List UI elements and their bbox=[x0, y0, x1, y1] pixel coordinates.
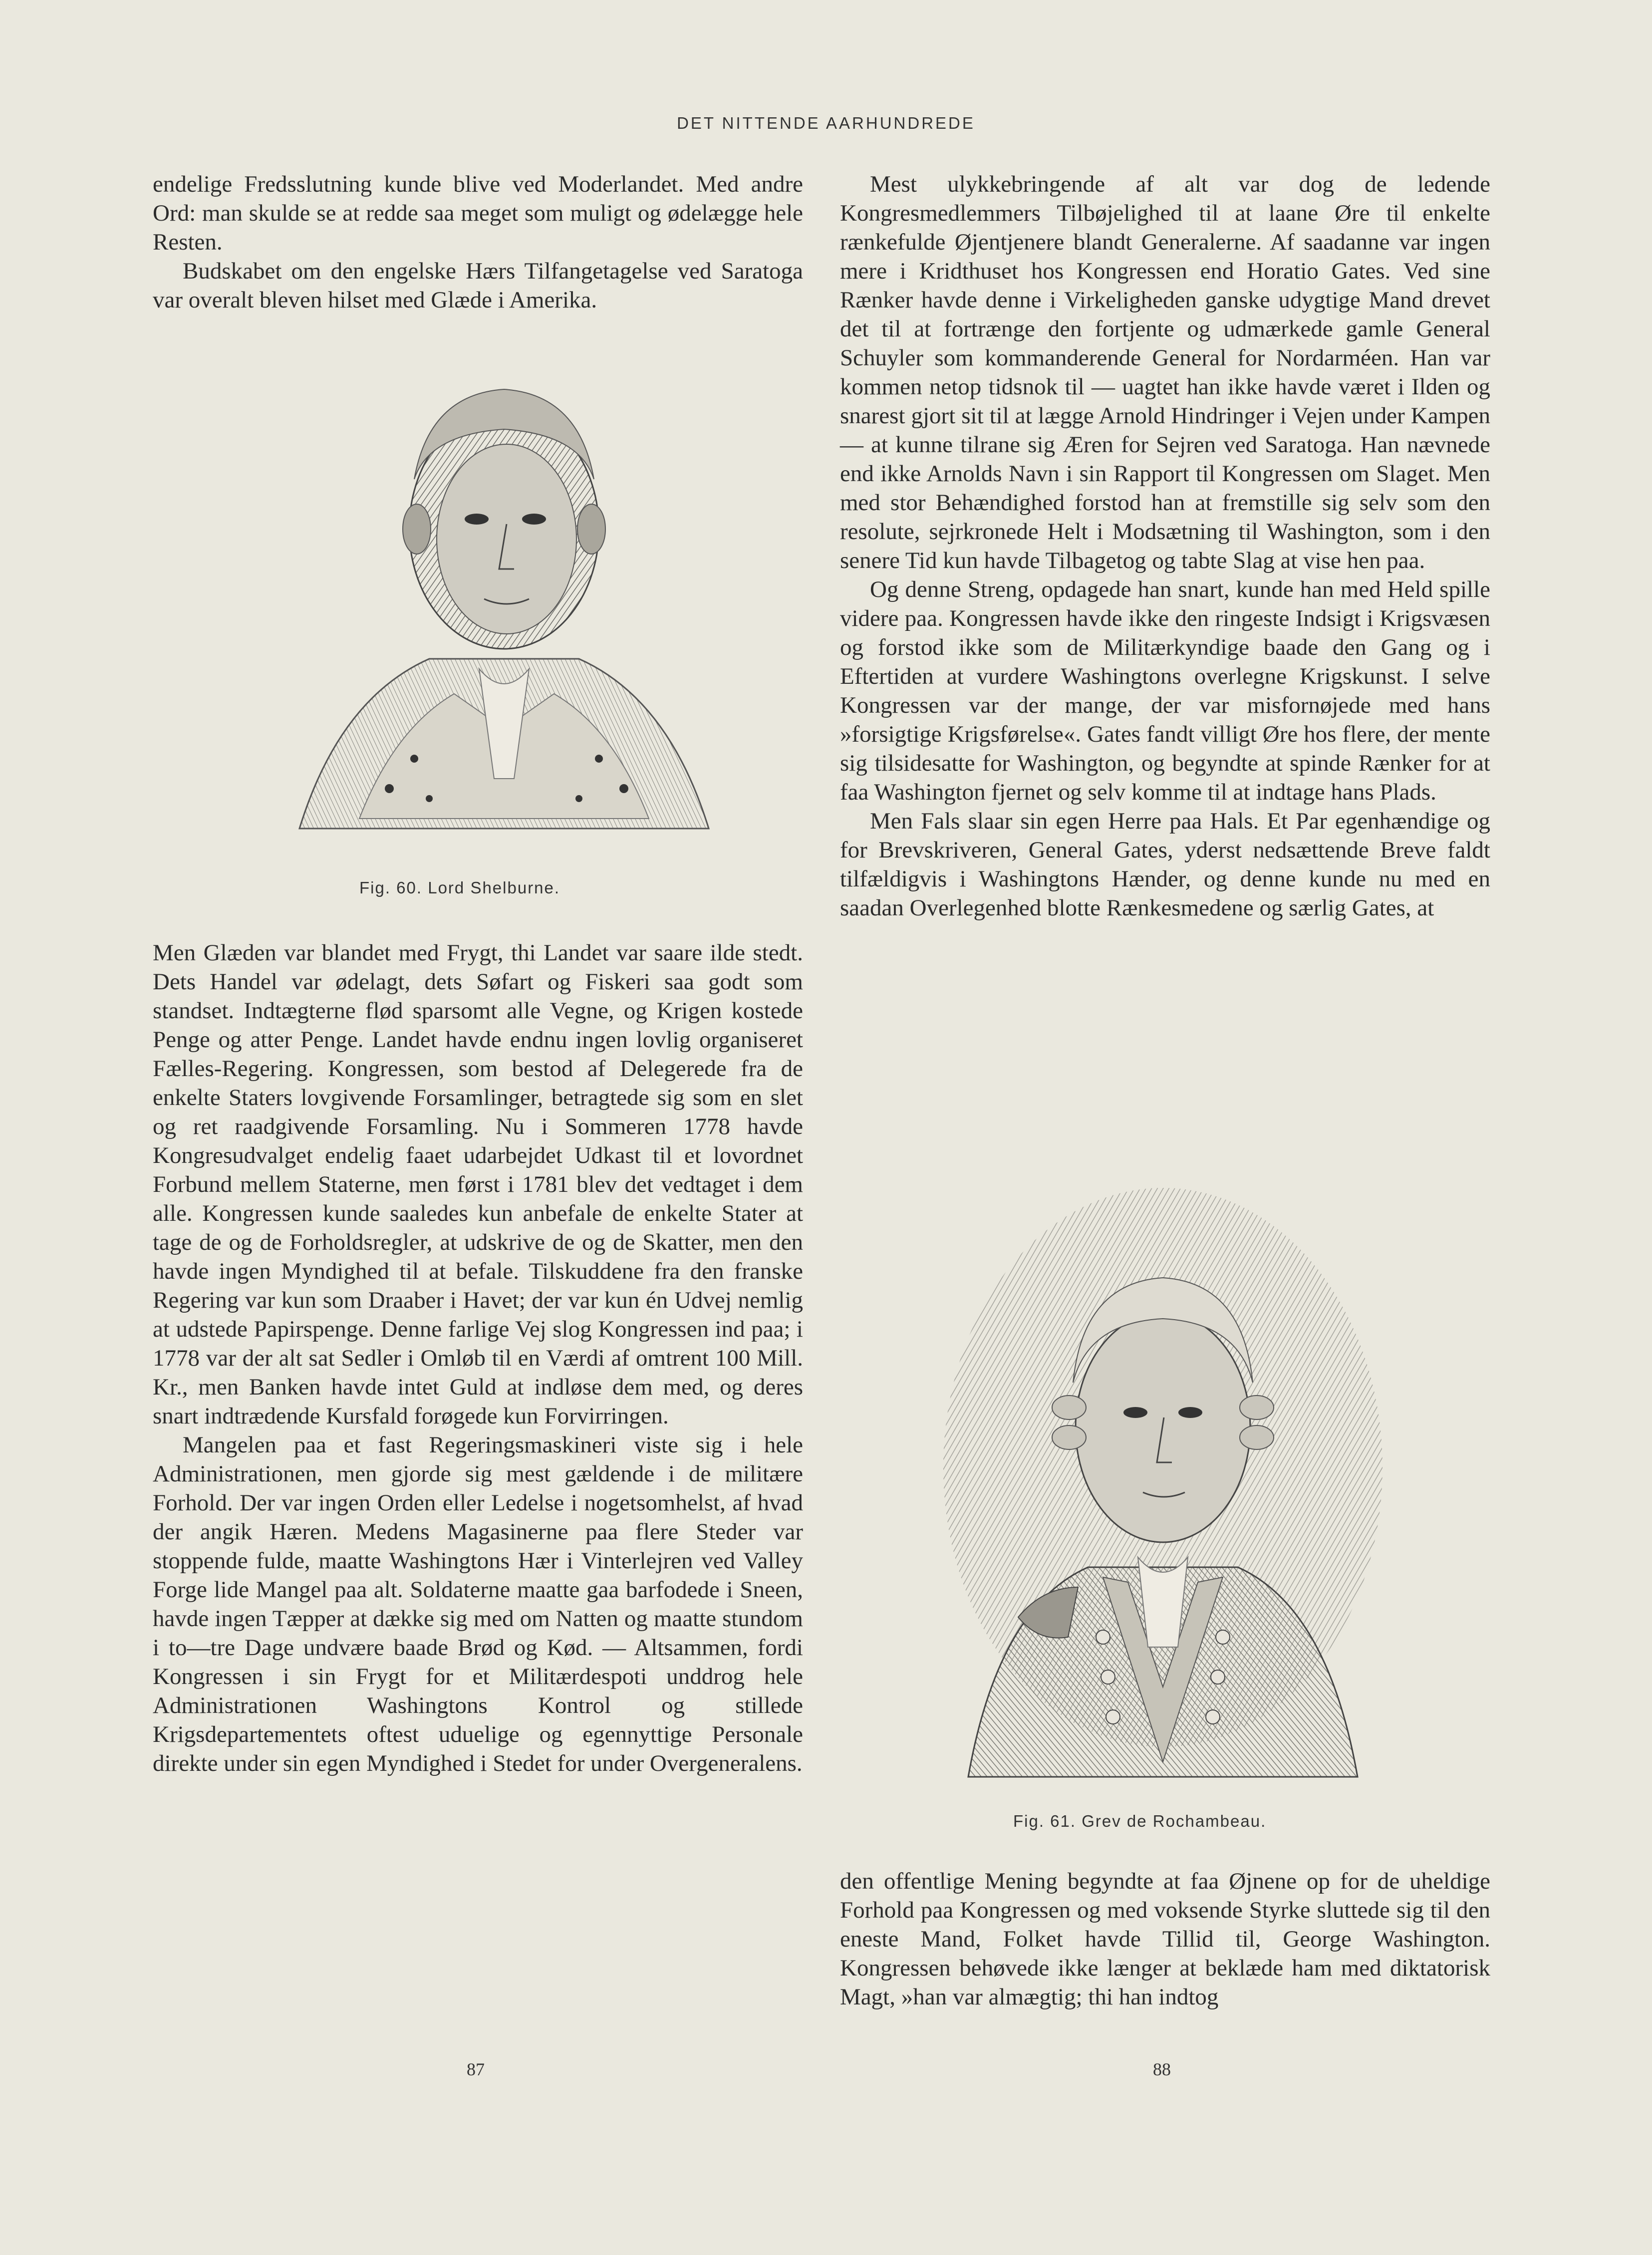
portrait-engraving-icon bbox=[279, 349, 729, 853]
paragraph: Men Glæden var blandet med Frygt, thi Landet var saare ilde stedt. Dets Handel var ødelagt, dets Søfart og Fiskeri saa godt som standset. Indtægterne flød sparsomt alle Vegne, og Krigen kostede Penge og atter Penge. Landet havde endnu ingen lovlig organiseret Fælles-Regering. Kongressen, som bestod af Delegerede fra de enkelte Staters lovgivende Forsamlinger, betragtede sig som en slet og ret raadgivende Forsamling. Nu i Sommeren 1778 havde Kongresudvalget endelig faaet udarbejdet Udkast til et lovordnet Forbund mellem Staterne, men først i 1781 blev det vedtaget i dem alle. Kongressen kunde saaledes kun anbefale de enkelte Stater at tage de og de Forholdsregler, at udskrive de og de Skatter, men den havde ingen Myndighed til at befale. Tilskuddene fra den franske Regering var kun som Draaber i Havet; der var kun én Udvej nemlig at udstede Papirspenge. Denne farlige Vej slog Kongressen ind paa; i 1778 var der alt sat Sedler i Omløb til en Værdi af omtrent 100 Mill. Kr., men Banken havde intet Guld at indløse dem med, og deres snart indtrædende Kursfald forøgede kun Forvirringen. bbox=[153, 940, 803, 1429]
running-header: DET NITTENDE AARHUNDREDE bbox=[677, 114, 975, 132]
left-column-top bbox=[153, 170, 803, 314]
figure-60-caption: Fig. 60. Lord Shelburne. bbox=[359, 878, 560, 897]
figure-60-lord-shelburne bbox=[279, 349, 729, 853]
portrait-engraving-icon bbox=[938, 1188, 1387, 1797]
paragraph: den offentlige Mening begyndte at faa Øjnene op for de uheldige Forhold paa Kongressen og med voksende Styrke sluttede sig til den eneste Mand, Folket havde Tillid til, George Washington. Kongressen behøvede ikke længer at beklæde ham med diktatorisk Magt, »han var almægtig; thi han indtog bbox=[840, 1868, 1490, 2010]
figure-61-grev-de-rochambeau bbox=[938, 1188, 1387, 1797]
page-number-left: 87 bbox=[467, 2059, 485, 2079]
paragraph: Mangelen paa et fast Regeringsmaskineri viste sig i hele Administrationen, men gjorde sig mest gældende i de militære Forhold. Der var ingen Orden eller Ledelse i nogetsomhelst, af hvad der angik Hæren. Medens Magasinerne paa flere Steder var stoppende fulde, maatte Washingtons Hær i Vinterlejren ved Valley Forge lide Mangel paa alt. Soldaterne maatte gaa barfodede i Sneen, havde ingen Tæpper at dække sig med om Natten og maatte stundom i to—tre Dage undvære baade Brød og Kød. — Altsammen, fordi Kongressen i sin Frygt for et Militærdespoti unddrog hele Administrationen Washingtons Kontrol og stillede Krigsdepartementets oftest uduelige og egennyttige Personale direkte under sin egen Myndighed i Stedet for under Overgeneralens. bbox=[153, 1432, 803, 1776]
paragraph: Og denne Streng, opdagede han snart, kunde han med Held spille videre paa. Kongressen havde ikke den ringeste Indsigt i Krigsvæsen og forstod ikke som de Militærkyndige baade den Gang og i Eftertiden at vurdere Washingtons overlegne Krigskunst. I selve Kongressen var der mange, der var misfornøjede med hans »forsigtige Krigsførelse«. Gates fandt villigt Øre hos flere, der mente sig tilsidesatte for Washington, og begyndte at spinde Rænker for at faa Washington fjernet og selv komme til at indtage hans Plads. bbox=[840, 576, 1490, 805]
paragraph: Budskabet om den engelske Hærs Tilfangetagelse ved Saratoga var overalt bleven hilset med Glæde i Amerika. bbox=[153, 258, 803, 313]
paragraph: Mest ulykkebringende af alt var dog de ledende Kongresmedlemmers Tilbøjelighed til at laane Øre til enkelte rænkefulde Øjentjenere blandt Generalerne. Af saadanne var ingen mere i Kridthuset hos Kongressen end Horatio Gates. Ved sine Rænker havde denne i Virkeligheden ganske udygtige Mand drevet det til at fortrænge den fortjente og udmærkede gamle General Schuyler som kommanderende General for Nordarméen. Han var kommen netop tidsnok til — uagtet han ikke havde været i Ilden og snarest gjort sit til at lægge Arnold Hindringer i Vejen under Kampen — at kunne tilrane sig Æren for Sejren ved Saratoga. Han nævnede end ikke Arnolds Navn i sin Rapport til Kongressen om Slaget. Men med stor Behændighed forstod han at fremstille sig selv som den resolute, sejrkronede Helt i Modsætning til Washington, som i den senere Tid kun havde Tilbagetog og tabte Slag at vise hen paa. bbox=[840, 171, 1490, 573]
figure-61-caption: Fig. 61. Grev de Rochambeau. bbox=[1013, 1812, 1267, 1830]
paragraph: endelige Fredsslutning kunde blive ved Moderlandet. Med andre Ord: man skulde se at redde saa meget som muligt og ødelægge hele Resten. bbox=[153, 171, 803, 255]
right-column-bottom bbox=[840, 1867, 1490, 2011]
left-column-bottom bbox=[153, 938, 803, 1778]
right-column-top bbox=[840, 170, 1490, 922]
page-number-right: 88 bbox=[1153, 2059, 1171, 2079]
paragraph: Men Fals slaar sin egen Herre paa Hals. Et Par egenhændige og for Brevskriveren, General Gates, yderst nedsættende Breve faldt tilfældigvis i Washingtons Hænder, og denne kunde nu med en saadan Overlegenhed blotte Rænkesmedene og særlig Gates, at bbox=[840, 808, 1490, 921]
